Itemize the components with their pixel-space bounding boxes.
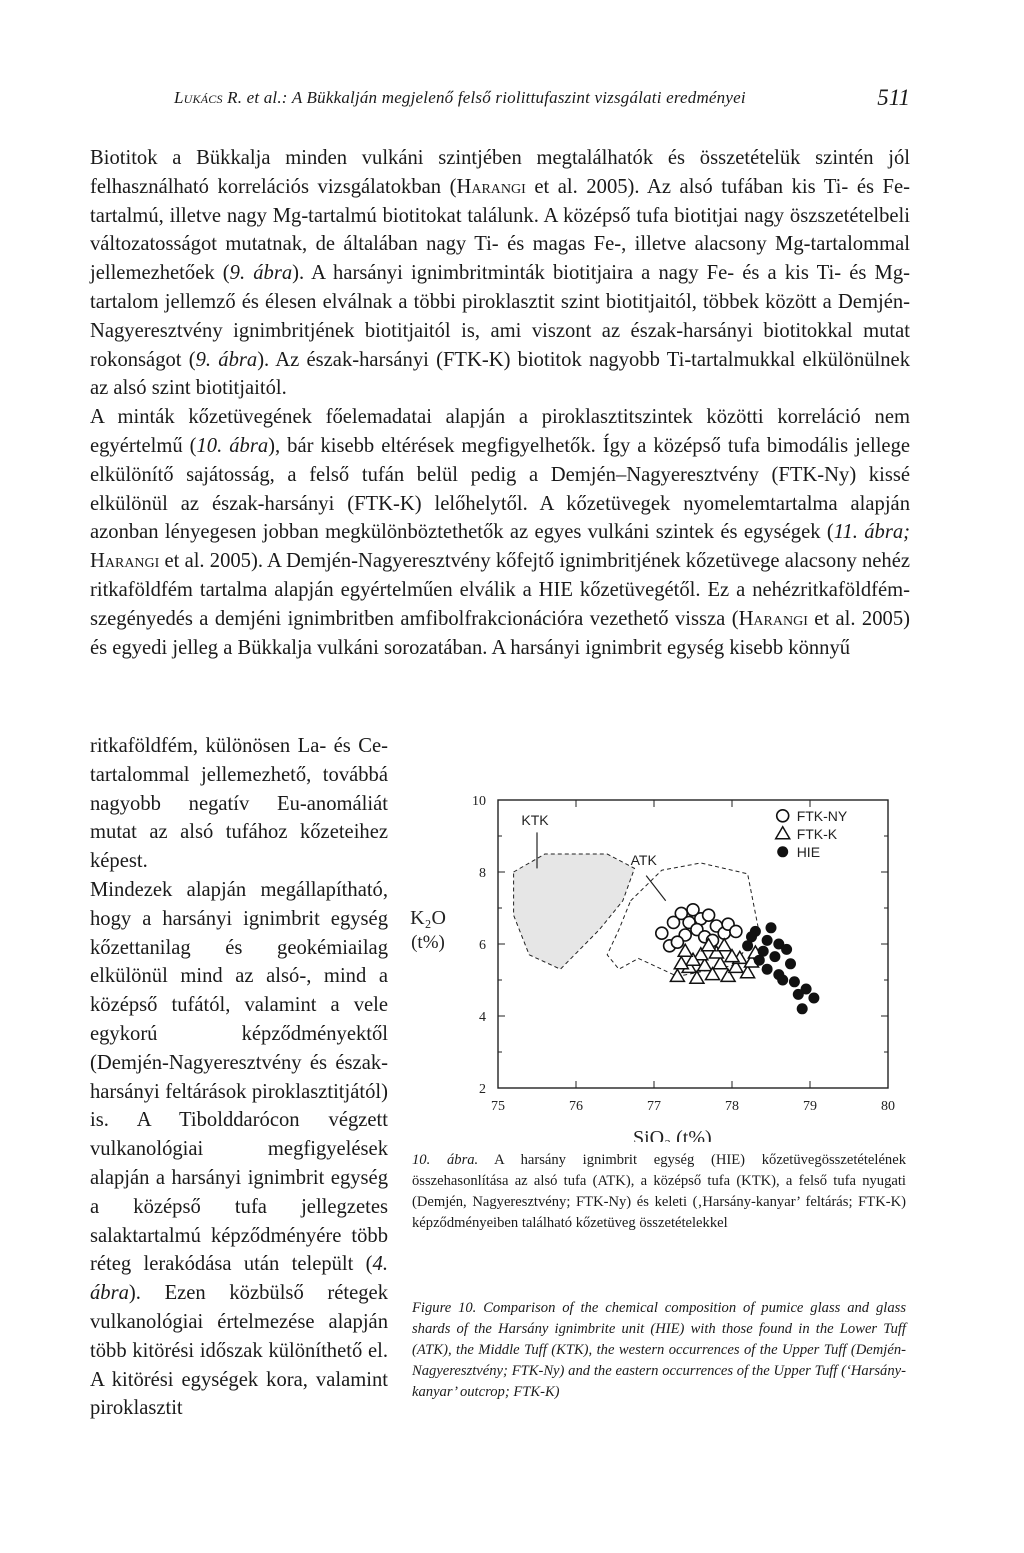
p2-figref-1: 10. ábra [196,434,269,457]
data-point-hie [781,944,792,955]
data-point-hie [808,993,819,1004]
p2-citation-2: Harangi [738,607,808,630]
legend-marker-hie [777,846,788,857]
data-point-hie [754,955,765,966]
data-point-hie [766,922,777,933]
figure-10 [398,762,918,1142]
paragraph-conclusion [90,876,388,1423]
main-text-left-column [90,732,388,1423]
y-axis-unit: (t%) [411,932,445,953]
paragraph-biotites [90,144,910,403]
legend-marker-ftk-k [776,827,790,839]
x-tick-label: 78 [725,1099,739,1114]
p1-figref-2: 9. ábra [195,348,258,371]
p1-text-b: et al. 2005). Az alsó tufában kis Ti- és Fe-tartalmú, illetve nagy Mg-tartalmú biotitokat találunk. A középső tufa biotitjai nagy öszszetételbeli változatosságot mutatnak, de általában nagy Ti- és magas Fe-, illetve alacsony Mg-tartalommal jellemezhetőek ( [90,175,910,285]
p1-citation: Harangi [456,175,526,198]
y-tick-label: 6 [479,938,486,953]
caption-hu-text: A harsány ignimbrit egység (HIE) kőzetüvegösszetételének összehasonlítása az alsó tufa (ATK), a középső tufa (KTK), a felső tufa nyugati (Demjén, Nagyeresztvény; FTK-Ny) és keleti (‚Harsány-kanyar’ feltárás; FTK-K) képződményeiben található kőzetüveg összetételekkel [412,1152,906,1231]
data-point-ftk-k [674,957,688,969]
figure-caption-english: Figure 10. Comparison of the chemical composition of pumice glass and glass shards of the Harsány ignimbrite unit (HIE) with those found in the Lower Tuff (ATK), the Middle Tuff (KTK), the western occurrences of the Upper Tuff (Demjén-Nagyeresztvény; FTK-Ny) and the eastern occurrences of the Upper Tuff (‘Harsány-kanyar’ outcrop; FTK-K) [412,1300,906,1400]
y-tick-label: 4 [479,1010,486,1025]
data-point-hie [746,931,757,942]
k2o-sio2-chart [398,762,918,1142]
page-number: 511 [877,85,910,110]
running-title [174,88,746,108]
x-tick-label: 76 [569,1099,583,1114]
data-point-hie [769,951,780,962]
header-etal: et al.: [242,88,292,107]
x-tick-label: 80 [881,1099,895,1114]
p2-citation-1: Harangi [90,550,160,573]
x-tick-label: 75 [491,1099,505,1114]
x-tick-label: 79 [803,1099,817,1114]
data-point-hie [793,989,804,1000]
data-point-ftk-ny [730,925,742,937]
ktk-label: KTK [521,812,549,829]
y-tick-label: 8 [479,866,486,881]
paragraph-glass-composition-cont: ritkaföldfém, különösen La- és Ce-tartalommal jellemezhető, továbbá nagyobb negatív Eu-anomáliát mutat az alsó tufához kőzeteihez képest. [90,735,388,873]
legend-label: HIE [796,843,821,860]
p1-text-a: Biotitok a Bükkalja minden vulkáni szintjében megtalálhatók és összetételük szintén jól felhasználható korrelációs vizsgálatokban ( [90,147,910,198]
data-point-ftk-ny [671,936,683,948]
p3-figref: 4. ábra [90,1253,388,1305]
data-point-hie [789,976,800,987]
data-point-hie [762,935,773,946]
p2-text-d: et al. 2005) és egyedi jelleg a Bükkalja vulkáni sorozatában. A harsányi ignimbrit egység kisebb könnyű [90,607,910,659]
legend-marker-ftk-ny [777,810,789,822]
data-point-hie [785,958,796,969]
legend-label: FTK-K [796,825,838,842]
y-tick-label: 2 [479,1082,486,1097]
caption-hu-label: 10. ábra. [412,1152,479,1168]
x-axis-label: SiO₂ (t%) [633,1127,712,1142]
data-point-ftk-k [717,939,731,951]
y-tick-label: 10 [472,794,486,809]
p1-figref-1: 9. ábra [229,262,293,285]
p2-text-b: ), bár kisebb eltérések megfigyelhetők. Így a középső tufa bimodális jellege elkülönítő sajátosság, a felső tufán belül pedig a Demjén–Nagyeresztvény (FTK-Ny) kissé elkülönül az észak-harsányi (FTK-K) lelőhelytől. A kőzetüvegek nyomelemtartalma alapján azonban lényegesen jobban megkülönböztethetők az egyes vulkáni szintek és egységek ( [90,434,911,544]
atk-label: ATK [630,851,657,868]
main-text-full-width [90,144,910,662]
p2-figref-2: 11. ábra; [833,521,910,544]
y-axis-label: K₂O [410,907,446,929]
data-point-hie [797,1003,808,1014]
atk-pointer [646,876,666,901]
data-point-hie [762,964,773,975]
p3-text-b: ). Ezen közbülső rétegek vulkanológiai értelmezése alapján több kitörési időszak különíthető el. A kitörési egységek kora, valamint piroklasztit [90,1282,388,1420]
x-tick-label: 77 [647,1099,661,1114]
header-author: Lukács R. [174,88,243,107]
p1-text-c: ). A harsányi ignimbritminták biotitjaira a nagy Fe- és a kis Ti- és Mg-tartalom jellemző és élesen elválnak a többi piroklasztit szint biotitjaitól, többek között a Demjén-Nagyeresztvény ignimbritjének biotitjaitól is, ami viszont az észak-harsányi biotitokkal mutat rokonságot ( [90,262,910,371]
p2-text-a: A minták kőzetüvegének főelemadatai alapján a piroklasztitszintek közötti korreláció nem egyértelmű ( [90,406,910,457]
figure-caption-hungarian [412,1150,906,1234]
header-title: A Bükkalján megjelenő felső riolittufaszint vizsgálati eredményei [291,88,746,107]
p1-text-d: ). Az észak-harsányi (FTK-K) biotitok nagyobb Ti-tartalmukkal elkülönülnek az alsó szint biotitjaitól. [90,348,910,400]
data-point-ftk-ny [656,927,668,939]
paragraph-glass-composition [90,403,910,662]
legend-label: FTK-NY [796,807,848,824]
p2-text-c: et al. 2005). A Demjén-Nagyeresztvény kőfejtő ignimbritjének kőzetüvege alacsony nehéz ritkaföldfém tartalma alapján egyértelműen elválik a HIE kőzetüvegétől. Ez a nehézritkaföldfém-szegényedés a demjéni ignimbritben amfibolfrakcionációra vezethető vissza ( [90,550,910,630]
data-point-hie [777,975,788,986]
running-header [174,85,910,118]
data-point-ftk-ny [703,909,715,921]
p3-text-a: Mindezek alapján megállapítható, hogy a harsányi ignimbrit egység kőzettanilag és geokémiailag elkülönül mind az alsó-, mind a középső tufától, valamint a vele egykorú képződményektől (Demjén-Nagyeresztvény és észak-harsányi feltárások piroklasztitjától) is. A Tibolddarócon végzett vulkanológiai megfigyelések alapján a harsányi ignimbrit egység a középső tufa jellegzetes salaktartalmú képződményére több réteg lerakódása után települt ( [90,878,388,1276]
ktk-field [514,854,635,969]
